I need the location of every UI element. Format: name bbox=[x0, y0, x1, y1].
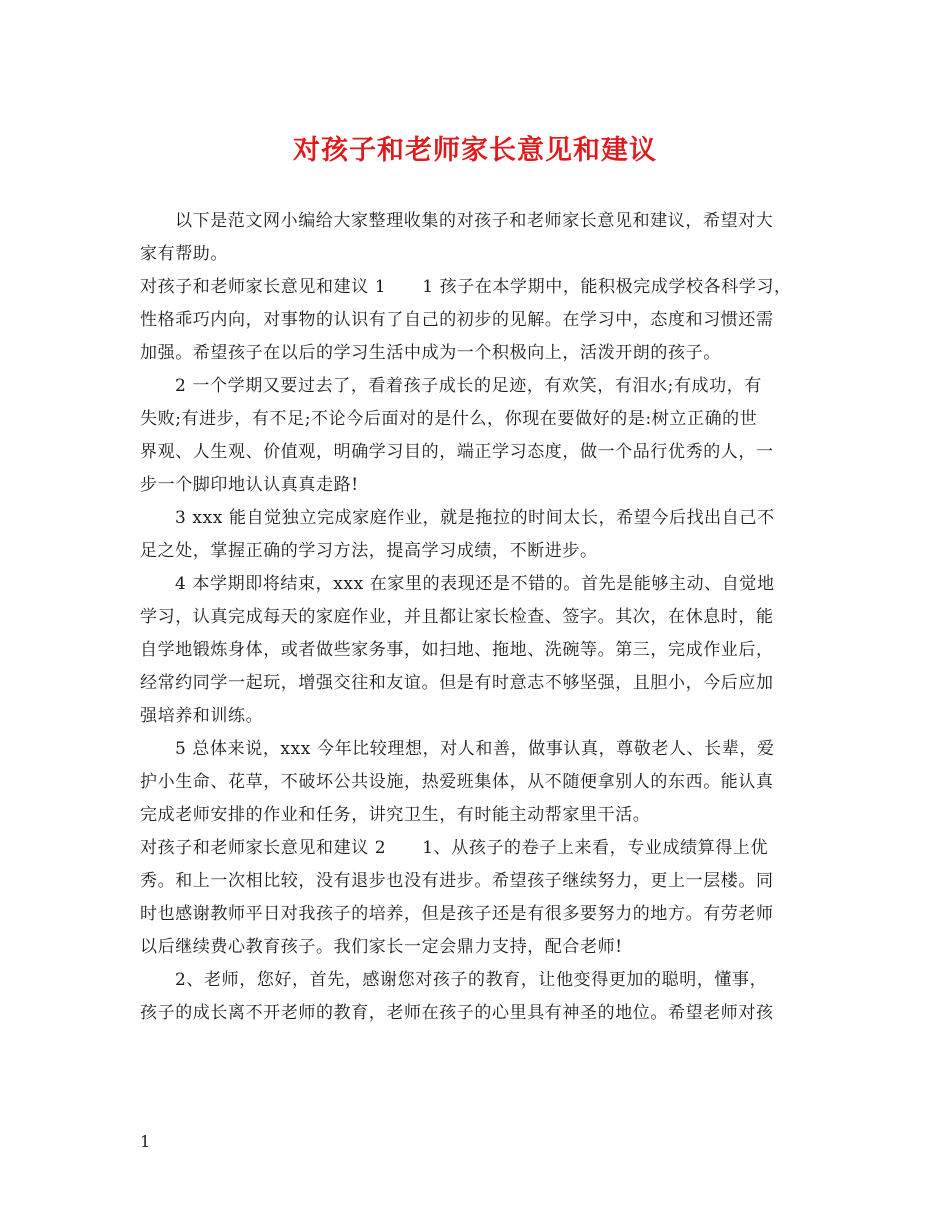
paragraph-line: 3 xxx 能自觉独立完成家庭作业，就是拖拉的时间太长，希望今后找出自己不 bbox=[175, 508, 775, 528]
paragraph-line: 秀。和上一次相比较，没有退步也没有进步。希望孩子继续努力，更上一层楼。同 bbox=[140, 871, 774, 891]
section-heading: 对孩子和老师家长意见和建议 1 bbox=[140, 277, 387, 297]
paragraph-line: 4 本学期即将结束，xxx 在家里的表现还是不错的。首先是能够主动、自觉地 bbox=[175, 574, 775, 594]
page-number: 1 bbox=[140, 1132, 151, 1151]
paragraph-line: 时也感谢教师平日对我孩子的培养，但是孩子还是有很多要努力的地方。有劳老师 bbox=[140, 904, 774, 924]
section-heading-line bbox=[140, 271, 820, 304]
paragraph-line: 孩子的成长离不开老师的教育，老师在孩子的心里具有神圣的地位。希望老师对孩 bbox=[140, 1003, 774, 1023]
paragraph-line: 家有帮助。 bbox=[140, 244, 228, 264]
paragraph-line: 足之处，掌握正确的学习方法，提高学习成绩，不断进步。 bbox=[140, 541, 598, 561]
paragraph-text: 1、从孩子的卷子上来看，专业成绩算得上优 bbox=[422, 838, 769, 858]
paragraph-line: 完成老师安排的作业和任务，讲究卫生，有时能主动帮家里干活。 bbox=[140, 805, 651, 825]
paragraph-line: 2、老师，您好，首先，感谢您对孩子的教育，让他变得更加的聪明，懂事， bbox=[175, 970, 768, 990]
paragraph-line: 以下是范文网小编给大家整理收集的对孩子和老师家长意见和建议，希望对大 bbox=[175, 211, 774, 231]
paragraph-line: 5 总体来说，xxx 今年比较理想，对人和善，做事认真，尊敬老人、长辈，爱 bbox=[175, 739, 775, 759]
paragraph-line: 学习，认真完成每天的家庭作业，并且都让家长检查、签字。其次，在休息时，能 bbox=[140, 607, 774, 627]
paragraph-line: 经常约同学一起玩，增强交往和友谊。但是有时意志不够坚强，且胆小，今后应加 bbox=[140, 673, 774, 693]
paragraph-line: 以后继续费心教育孩子。我们家长一定会鼎力支持，配合老师! bbox=[140, 937, 623, 957]
paragraph-line: 步一个脚印地认认真真走路! bbox=[140, 475, 359, 495]
paragraph-line: 失败;有进步，有不足;不论今后面对的是什么，你现在要做好的是:树立正确的世 bbox=[140, 409, 758, 429]
paragraph-line: 护小生命、花草，不破坏公共设施，热爱班集体，从不随便拿别人的东西。能认真 bbox=[140, 772, 774, 792]
paragraph-line: 加强。希望孩子在以后的学习生活中成为一个积极向上，活泼开朗的孩子。 bbox=[140, 343, 721, 363]
paragraph-text: 1 孩子在本学期中，能积极完成学校各科学习， bbox=[422, 277, 792, 297]
paragraph-line: 性格乖巧内向，对事物的认识有了自己的初步的见解。在学习中，态度和习惯还需 bbox=[140, 310, 774, 330]
paragraph-line: 界观、人生观、价值观，明确学习目的，端正学习态度，做一个品行优秀的人，一 bbox=[140, 442, 774, 462]
paragraph-line: 强培养和训练。 bbox=[140, 706, 264, 726]
document-body bbox=[140, 205, 820, 1030]
section-heading: 对孩子和老师家长意见和建议 2 bbox=[140, 838, 387, 858]
document-title: 对孩子和老师家长意见和建议 bbox=[293, 135, 657, 166]
paragraph-line: 自学地锻炼身体，或者做些家务事，如扫地、拖地、洗碗等。第三，完成作业后， bbox=[140, 640, 774, 660]
paragraph-line: 2 一个学期又要过去了，看着孩子成长的足迹，有欢笑，有泪水;有成功，有 bbox=[175, 376, 762, 396]
section-heading-line bbox=[140, 832, 820, 865]
